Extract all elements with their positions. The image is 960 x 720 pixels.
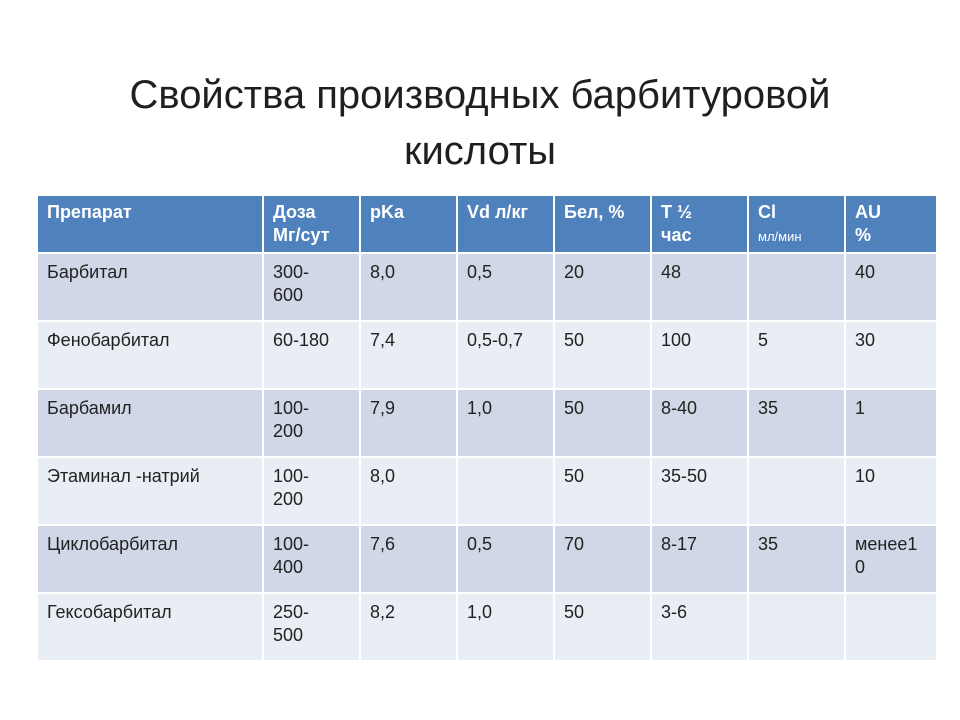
cell-half-life: 35-50 <box>651 457 748 525</box>
cell-clearance <box>748 593 845 661</box>
cell-pka: 7,6 <box>360 525 457 593</box>
table-row <box>38 457 937 525</box>
cell-protein: 50 <box>554 389 651 457</box>
cell-half-life: 100 <box>651 321 748 389</box>
title-line-1: Свойства производных барбитуровой <box>129 72 831 117</box>
header-dose: Доза Мг/сут <box>263 196 360 253</box>
cell-protein: 50 <box>554 457 651 525</box>
cell-vd: 0,5 <box>457 253 554 321</box>
cell-au: 10 <box>845 457 937 525</box>
cell-dose: 300- 600 <box>263 253 360 321</box>
cell-clearance <box>748 253 845 321</box>
cell-clearance: 35 <box>748 525 845 593</box>
cell-au: менее1 0 <box>845 525 937 593</box>
cell-vd: 1,0 <box>457 389 554 457</box>
cell-pka: 7,4 <box>360 321 457 389</box>
cell-pka: 8,2 <box>360 593 457 661</box>
cell-vd: 0,5 <box>457 525 554 593</box>
cell-protein: 50 <box>554 593 651 661</box>
cell-au: 1 <box>845 389 937 457</box>
cell-half-life: 48 <box>651 253 748 321</box>
header-half-life: T ½ час <box>651 196 748 253</box>
cell-half-life: 3-6 <box>651 593 748 661</box>
slide-title <box>60 67 900 179</box>
header-au: AU % <box>845 196 937 253</box>
cell-drug: Барбамил <box>38 389 263 457</box>
header-pka: pKa <box>360 196 457 253</box>
cell-dose: 60-180 <box>263 321 360 389</box>
cell-drug: Барбитал <box>38 253 263 321</box>
cell-dose: 100- 200 <box>263 457 360 525</box>
table-row <box>38 593 937 661</box>
cell-pka: 8,0 <box>360 457 457 525</box>
cell-au <box>845 593 937 661</box>
cell-pka: 7,9 <box>360 389 457 457</box>
cell-half-life: 8-40 <box>651 389 748 457</box>
table-row <box>38 253 937 321</box>
cell-drug: Этаминал -натрий <box>38 457 263 525</box>
header-vd: Vd л/кг <box>457 196 554 253</box>
cell-clearance: 5 <box>748 321 845 389</box>
cell-drug: Фенобарбитал <box>38 321 263 389</box>
table-row <box>38 321 937 389</box>
cell-drug: Гексобарбитал <box>38 593 263 661</box>
cell-vd: 1,0 <box>457 593 554 661</box>
cell-dose: 250- 500 <box>263 593 360 661</box>
cell-protein: 50 <box>554 321 651 389</box>
cell-vd: 0,5-0,7 <box>457 321 554 389</box>
cell-clearance: 35 <box>748 389 845 457</box>
cell-protein: 20 <box>554 253 651 321</box>
cell-half-life: 8-17 <box>651 525 748 593</box>
header-protein: Бел, % <box>554 196 651 253</box>
cell-drug: Циклобарбитал <box>38 525 263 593</box>
cell-protein: 70 <box>554 525 651 593</box>
header-drug: Препарат <box>38 196 263 253</box>
cell-au: 30 <box>845 321 937 389</box>
table-row <box>38 525 937 593</box>
cell-au: 40 <box>845 253 937 321</box>
title-line-2: кислоты <box>403 128 557 173</box>
cell-pka: 8,0 <box>360 253 457 321</box>
table-row <box>38 389 937 457</box>
cell-dose: 100- 400 <box>263 525 360 593</box>
cell-clearance <box>748 457 845 525</box>
header-clearance: Cl мл/мин <box>748 196 845 253</box>
cell-dose: 100- 200 <box>263 389 360 457</box>
cell-vd <box>457 457 554 525</box>
properties-table <box>38 196 938 662</box>
header-row <box>38 196 937 253</box>
